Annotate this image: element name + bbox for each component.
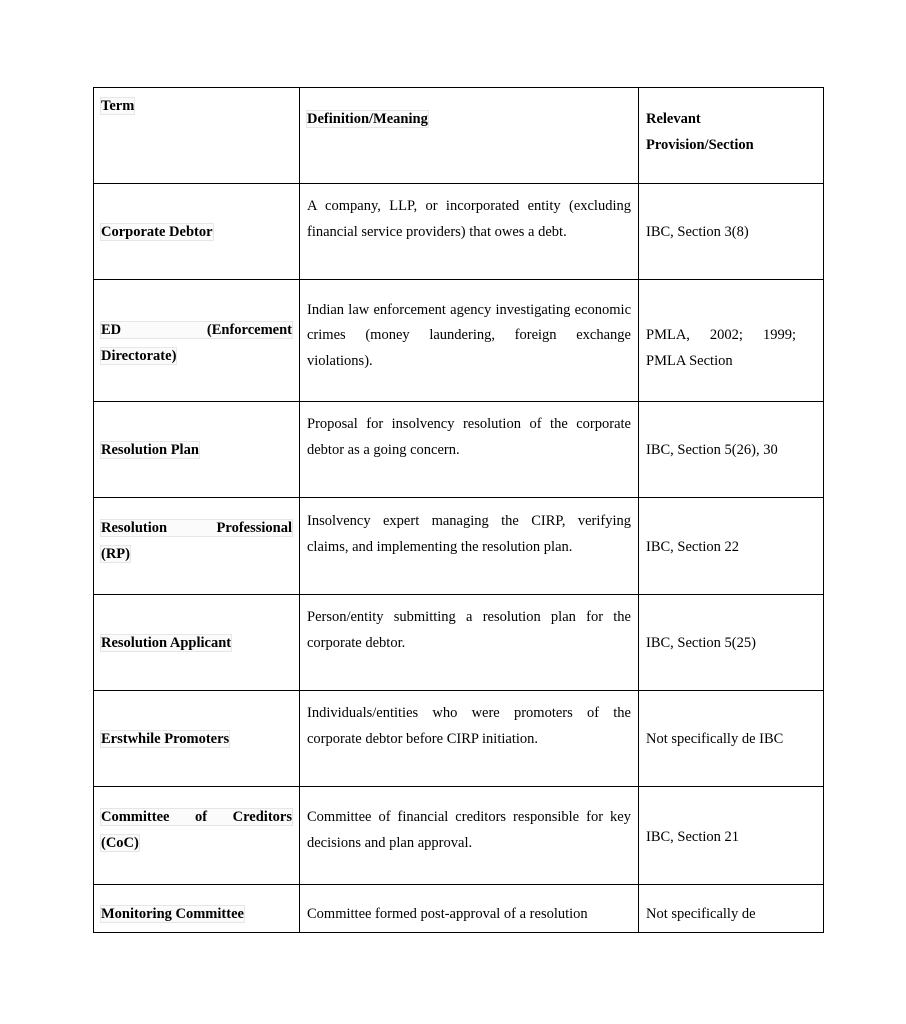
definition-cell: Insolvency expert managing the CIRP, verifying claims, and implementing the resolution plan. — [300, 498, 639, 595]
header-provision-line1: Relevant — [646, 111, 701, 127]
term-cell: Monitoring Committee — [94, 885, 300, 933]
definition-cell: Individuals/entities who were promoters of the corporate debtor before CIRP initiation. — [300, 691, 639, 787]
header-term: Term — [94, 88, 300, 184]
table-row — [94, 595, 824, 691]
provision-cell: IBC, Section 3(8) — [639, 184, 824, 280]
term-cell: Resolution Applicant — [94, 595, 300, 691]
term-cell: Resolution Plan — [94, 402, 300, 498]
provision-cell: IBC, Section 21 — [639, 787, 824, 885]
header-provision-line2: Provision/Section — [646, 136, 754, 153]
definition-cell: Committee of financial creditors responsible for key decisions and plan approval. — [300, 787, 639, 885]
table-row — [94, 402, 824, 498]
definition-cell: Person/entity submitting a resolution plan for the corporate debtor. — [300, 595, 639, 691]
term-cell: ED (Enforcement Directorate) — [94, 280, 300, 402]
definition-cell: Committee formed post-approval of a resolution — [300, 885, 639, 933]
table-row — [94, 885, 824, 933]
definitions-table — [93, 87, 824, 933]
table-row — [94, 280, 824, 402]
table-header-row — [94, 88, 824, 184]
term-cell: Corporate Debtor — [94, 184, 300, 280]
definition-cell: Proposal for insolvency resolution of the corporate debtor as a going concern. — [300, 402, 639, 498]
term-cell: Resolution Professional (RP) — [94, 498, 300, 595]
table-row — [94, 787, 824, 885]
provision-cell: Not specifically de IBC — [639, 691, 824, 787]
table-row — [94, 498, 824, 595]
header-provision — [639, 88, 824, 184]
provision-cell: IBC, Section 5(25) — [639, 595, 824, 691]
table-row — [94, 691, 824, 787]
provision-cell: PMLA, 2002; 1999; PMLA Section — [639, 280, 824, 402]
definition-cell: Indian law enforcement agency investigating economic crimes (money laundering, foreign exchange violations). — [300, 280, 639, 402]
provision-cell: IBC, Section 5(26), 30 — [639, 402, 824, 498]
provision-cell: IBC, Section 22 — [639, 498, 824, 595]
term-cell: Erstwhile Promoters — [94, 691, 300, 787]
term-cell: Committee of Creditors (CoC) — [94, 787, 300, 885]
provision-cell: Not specifically de — [639, 885, 824, 933]
table-row — [94, 184, 824, 280]
header-definition: Definition/Meaning — [300, 88, 639, 184]
definition-cell: A company, LLP, or incorporated entity (excluding financial service providers) that owes a debt. — [300, 184, 639, 280]
